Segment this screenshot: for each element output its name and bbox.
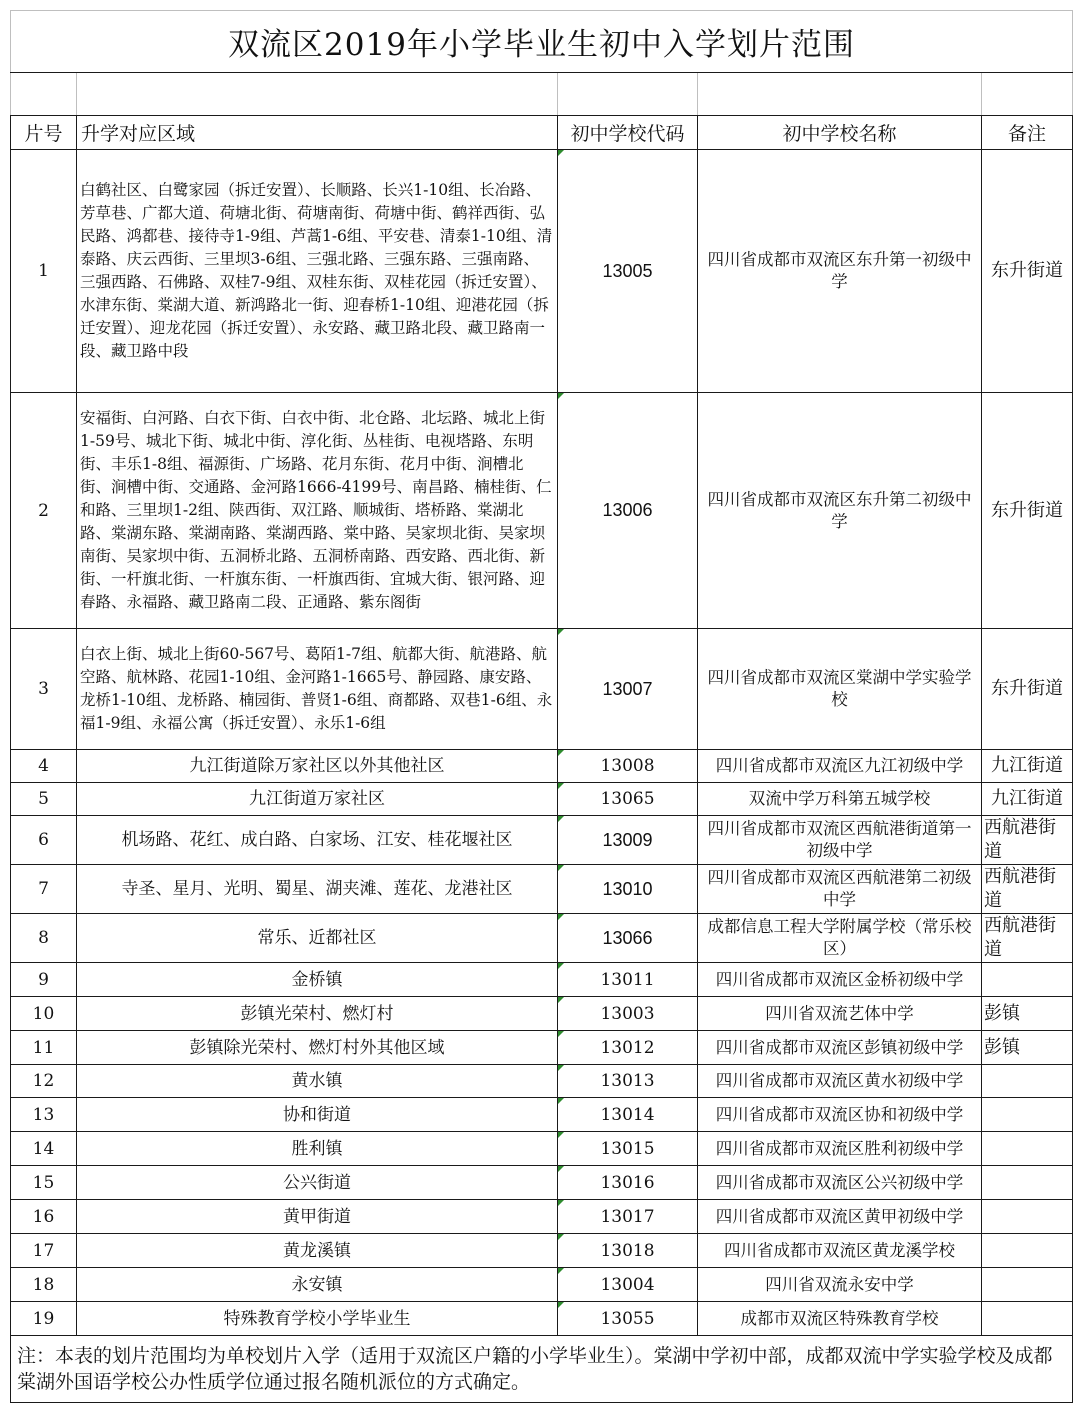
page-title: 双流区2019年小学毕业生初中入学划片范围 [11, 11, 1073, 73]
header-name: 初中学校名称 [698, 116, 982, 150]
school-code: 13007 [558, 629, 698, 750]
row-number: 11 [11, 1031, 77, 1065]
row-number: 3 [11, 629, 77, 750]
table-row [11, 150, 1073, 393]
school-name: 四川省成都市双流区黄甲初级中学 [698, 1200, 982, 1234]
table-row [11, 914, 1073, 963]
note-cell [982, 1065, 1073, 1098]
school-code: 13006 [558, 393, 698, 629]
area-cell: 特殊教育学校小学毕业生 [77, 1302, 558, 1336]
school-code: 13017 [558, 1200, 698, 1234]
header-row [11, 116, 1073, 150]
row-number: 17 [11, 1234, 77, 1268]
school-code: 13014 [558, 1098, 698, 1132]
table-row [11, 1132, 1073, 1166]
school-code: 13011 [558, 963, 698, 997]
area-cell: 彭镇光荣村、燃灯村 [77, 997, 558, 1031]
table-row [11, 963, 1073, 997]
school-name: 四川省双流艺体中学 [698, 997, 982, 1031]
table-row [11, 750, 1073, 783]
area-cell: 金桥镇 [77, 963, 558, 997]
school-name: 四川省双流永安中学 [698, 1268, 982, 1302]
school-name: 四川省成都市双流区东升第一初级中学 [698, 150, 982, 393]
blank-cell [558, 73, 698, 116]
row-number: 19 [11, 1302, 77, 1336]
school-name: 四川省成都市双流区黄龙溪学校 [698, 1234, 982, 1268]
area-cell: 胜利镇 [77, 1132, 558, 1166]
area-cell: 九江街道万家社区 [77, 783, 558, 816]
row-number: 5 [11, 783, 77, 816]
school-code: 13016 [558, 1166, 698, 1200]
school-code: 13055 [558, 1302, 698, 1336]
table-row [11, 997, 1073, 1031]
note-cell [982, 1098, 1073, 1132]
school-code: 13009 [558, 816, 698, 865]
school-code: 13010 [558, 865, 698, 914]
school-code: 13013 [558, 1065, 698, 1098]
school-code: 13065 [558, 783, 698, 816]
table-row [11, 816, 1073, 865]
table-row [11, 1031, 1073, 1065]
note-cell: 九江街道 [982, 750, 1073, 783]
area-cell: 黄龙溪镇 [77, 1234, 558, 1268]
note-cell [982, 1234, 1073, 1268]
note-cell [982, 1268, 1073, 1302]
school-name: 四川省成都市双流区西航港街道第一初级中学 [698, 816, 982, 865]
school-name: 四川省成都市双流区西航港第二初级中学 [698, 865, 982, 914]
area-cell: 常乐、近都社区 [77, 914, 558, 963]
row-number: 18 [11, 1268, 77, 1302]
school-name: 四川省成都市双流区九江初级中学 [698, 750, 982, 783]
area-cell: 协和街道 [77, 1098, 558, 1132]
row-number: 16 [11, 1200, 77, 1234]
school-name: 双流中学万科第五城学校 [698, 783, 982, 816]
school-name: 四川省成都市双流区协和初级中学 [698, 1098, 982, 1132]
note-cell: 西航港街道 [982, 865, 1073, 914]
area-cell: 黄水镇 [77, 1065, 558, 1098]
area-cell: 寺圣、星月、光明、蜀星、湖夹滩、莲花、龙港社区 [77, 865, 558, 914]
header-note: 备注 [982, 116, 1073, 150]
spreadsheet [10, 10, 1072, 1403]
area-cell: 黄甲街道 [77, 1200, 558, 1234]
table-row [11, 1234, 1073, 1268]
row-number: 13 [11, 1098, 77, 1132]
header-area: 升学对应区域 [77, 116, 558, 150]
school-name: 四川省成都市双流区黄水初级中学 [698, 1065, 982, 1098]
header-code: 初中学校代码 [558, 116, 698, 150]
note-cell: 东升街道 [982, 150, 1073, 393]
note-cell [982, 1200, 1073, 1234]
table-row [11, 1166, 1073, 1200]
school-code: 13015 [558, 1132, 698, 1166]
table-row [11, 1098, 1073, 1132]
note-cell: 东升街道 [982, 629, 1073, 750]
school-code: 13018 [558, 1234, 698, 1268]
row-number: 7 [11, 865, 77, 914]
school-name: 四川省成都市双流区金桥初级中学 [698, 963, 982, 997]
area-cell: 彭镇除光荣村、燃灯村外其他区域 [77, 1031, 558, 1065]
note-cell: 九江街道 [982, 783, 1073, 816]
school-code: 13005 [558, 150, 698, 393]
row-number: 4 [11, 750, 77, 783]
row-number: 1 [11, 150, 77, 393]
row-number: 10 [11, 997, 77, 1031]
row-number: 8 [11, 914, 77, 963]
enrollment-table [10, 10, 1073, 1403]
blank-row [11, 73, 1073, 116]
area-cell: 九江街道除万家社区以外其他社区 [77, 750, 558, 783]
area-cell: 永安镇 [77, 1268, 558, 1302]
school-name: 四川省成都市双流区彭镇初级中学 [698, 1031, 982, 1065]
note-cell [982, 1166, 1073, 1200]
blank-cell [11, 73, 77, 116]
note-cell: 西航港街道 [982, 914, 1073, 963]
note-cell: 彭镇 [982, 997, 1073, 1031]
school-code: 13004 [558, 1268, 698, 1302]
school-name: 四川省成都市双流区棠湖中学实验学校 [698, 629, 982, 750]
blank-cell [982, 73, 1073, 116]
blank-cell [698, 73, 982, 116]
table-row [11, 783, 1073, 816]
school-code: 13012 [558, 1031, 698, 1065]
school-name: 成都信息工程大学附属学校（常乐校区） [698, 914, 982, 963]
header-no: 片号 [11, 116, 77, 150]
area-cell: 白鹤社区、白鹭家园（拆迁安置）、长顺路、长兴1-10组、长冶路、芳草巷、广都大道、荷塘北街、荷塘南街、荷塘中街、鹤祥西街、弘民路、鸿都巷、接待寺1-9组、芦蒿1-6组、平安巷、清泰1-10组、清泰路、庆云西街、三里坝3-6组、三强北路、三强东路、三强南路、三强西路、石佛路、双桂7-9组、双桂东街、双桂花园（拆迁安置）、水津东街、棠湖大道、新鸿路北一街、迎春桥1-10组、迎港花园（拆迁安置）、迎龙花园（拆迁安置）、永安路、藏卫路北段、藏卫路南一段、藏卫路中段 [77, 150, 558, 393]
school-code: 13066 [558, 914, 698, 963]
row-number: 2 [11, 393, 77, 629]
table-row [11, 1268, 1073, 1302]
area-cell: 公兴街道 [77, 1166, 558, 1200]
row-number: 9 [11, 963, 77, 997]
row-number: 14 [11, 1132, 77, 1166]
area-cell: 机场路、花红、成白路、白家场、江安、桂花堰社区 [77, 816, 558, 865]
note-cell: 彭镇 [982, 1031, 1073, 1065]
note-cell [982, 1132, 1073, 1166]
note-cell [982, 1302, 1073, 1336]
table-row [11, 865, 1073, 914]
row-number: 6 [11, 816, 77, 865]
table-row [11, 1200, 1073, 1234]
table-row [11, 1065, 1073, 1098]
row-number: 15 [11, 1166, 77, 1200]
school-name: 四川省成都市双流区东升第二初级中学 [698, 393, 982, 629]
note-cell: 东升街道 [982, 393, 1073, 629]
note-cell: 西航港街道 [982, 816, 1073, 865]
school-name: 四川省成都市双流区公兴初级中学 [698, 1166, 982, 1200]
school-name: 成都市双流区特殊教育学校 [698, 1302, 982, 1336]
area-cell: 白衣上街、城北上街60-567号、葛陌1-7组、航都大街、航港路、航空路、航林路、花园1-10组、金河路1-1665号、静园路、康安路、龙桥1-10组、龙桥路、楠园街、普贤1-6组、商都路、双巷1-6组、永福1-9组、永福公寓（拆迁安置）、永乐1-6组 [77, 629, 558, 750]
note-cell [982, 963, 1073, 997]
table-row [11, 629, 1073, 750]
area-cell: 安福街、白河路、白衣下街、白衣中街、北仓路、北坛路、城北上街1-59号、城北下街、城北中街、淳化街、丛桂街、电视塔路、东明街、丰乐1-8组、福源街、广场路、花月东街、花月中街、涧槽北街、涧槽中街、交通路、金河路1666-4199号、南昌路、楠桂街、仁和路、三里坝1-2组、陕西街、双江路、顺城街、塔桥路、棠湖北路、棠湖东路、棠湖南路、棠湖西路、棠中路、吴家坝北街、吴家坝南街、吴家坝中街、五洞桥北路、五洞桥南路、西安路、西北街、新街、一杆旗北街、一杆旗东街、一杆旗西街、宜城大街、银河路、迎春路、永福路、藏卫路南二段、正通路、紫东阁街 [77, 393, 558, 629]
school-code: 13003 [558, 997, 698, 1031]
table-row [11, 1302, 1073, 1336]
school-code: 13008 [558, 750, 698, 783]
row-number: 12 [11, 1065, 77, 1098]
blank-cell [77, 73, 558, 116]
table-row [11, 393, 1073, 629]
footnote: 注：本表的划片范围均为单校划片入学（适用于双流区户籍的小学毕业生）。棠湖中学初中部，成都双流中学实验学校及成都棠湖外国语学校公办性质学位通过报名随机派位的方式确定。 [11, 1336, 1073, 1403]
school-name: 四川省成都市双流区胜利初级中学 [698, 1132, 982, 1166]
